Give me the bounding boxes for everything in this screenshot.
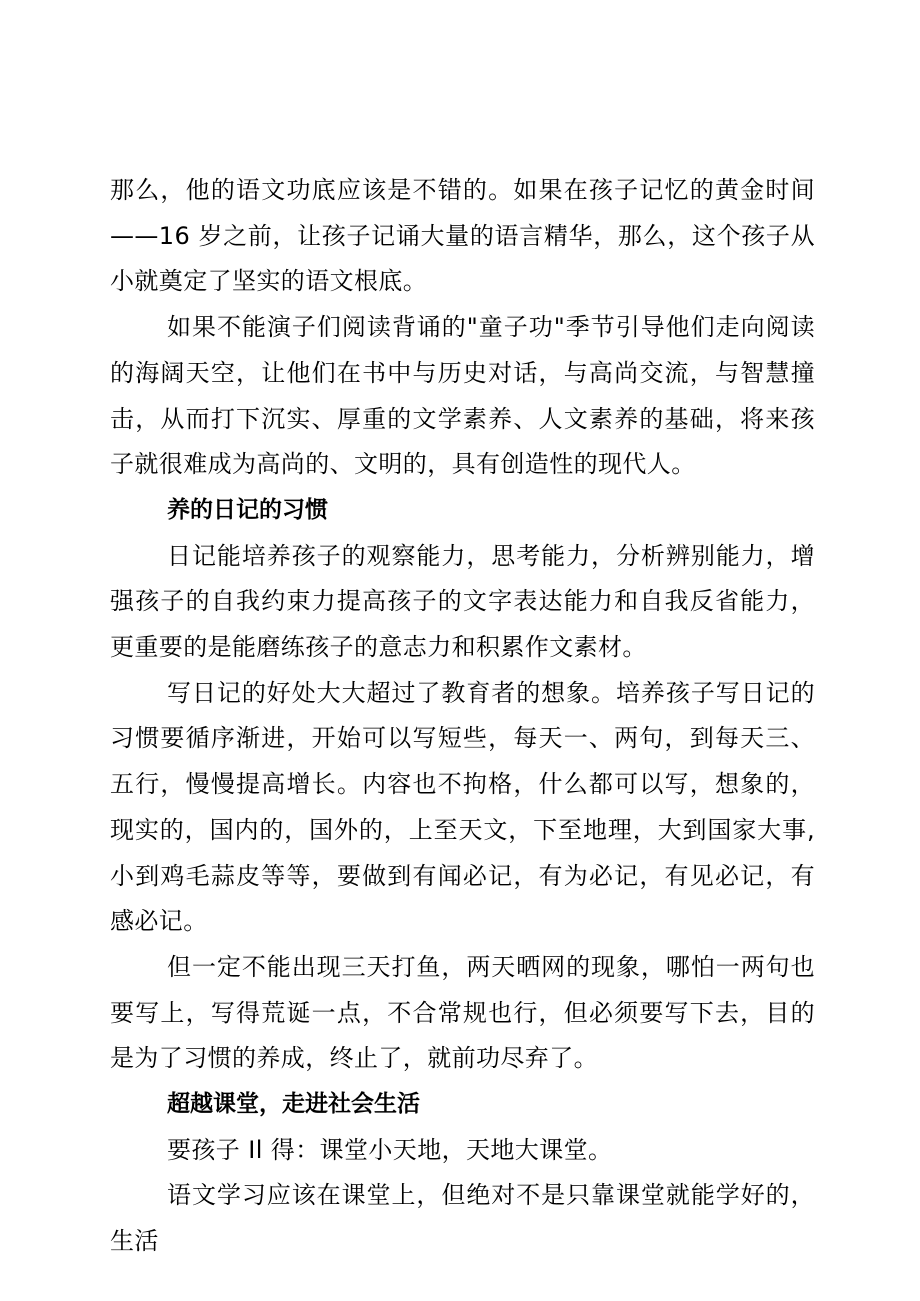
paragraph-2: 如果不能演子们阅读背诵的"童子功"季节引导他们走向阅读的海阔天空，让他们在书中与历史对话，与高尚交流，与智慧撞击，从而打下沉实、厚重的文学素养、人文素养的基础，将来孩子就很难成为高尚的、文明的，具有创造性的现代人。: [110, 313, 815, 479]
paragraph-3: 日记能培养孩子的观察能力，思考能力，分析辨别能力，增强孩子的自我约束力提高孩子的文字表达能力和自我反省能力，更重要的是能磨练孩子的意志力和积累作文素材。: [110, 541, 815, 662]
paragraph-1: 那么，他的语文功底应该是不错的。如果在孩子记忆的黄金时间——16 岁之前，让孩子记诵大量的语言精华，那么，这个孩子从小就奠定了坚实的语文根底。: [110, 176, 815, 296]
section-heading-beyond-classroom: 超越课堂，走进社会生活: [167, 1091, 420, 1118]
section-heading-diary: 养的日记的习惯: [167, 496, 328, 523]
paragraph-4: 写日记的好处大大超过了教育者的想象。培养孩子写日记的习惯要循序渐进，开始可以写短些，每天一、两句，到每天三、五行，慢慢提高增长。内容也不拘格，什么都可以写，想象的，现实的，国内的，国外的，上至天文，下至地理，大到国家大事,小到鸡毛蒜皮等等，要做到有闻必记，有为必记，有见必记，有感必记。: [110, 678, 815, 936]
document-body: [110, 168, 815, 1265]
paragraph-7: 语文学习应该在课堂上，但绝对不是只靠课堂就能学好的，生活: [110, 1181, 815, 1256]
paragraph-6: 要孩子 Il 得：课堂小天地，天地大课堂。: [167, 1135, 613, 1164]
paragraph-5: 但一定不能出现三天打鱼，两天晒网的现象，哪怕一两句也要写上，写得荒诞一点，不合常规也行，但必须要写下去，目的是为了习惯的养成，终止了，就前功尽弃了。: [110, 952, 815, 1073]
